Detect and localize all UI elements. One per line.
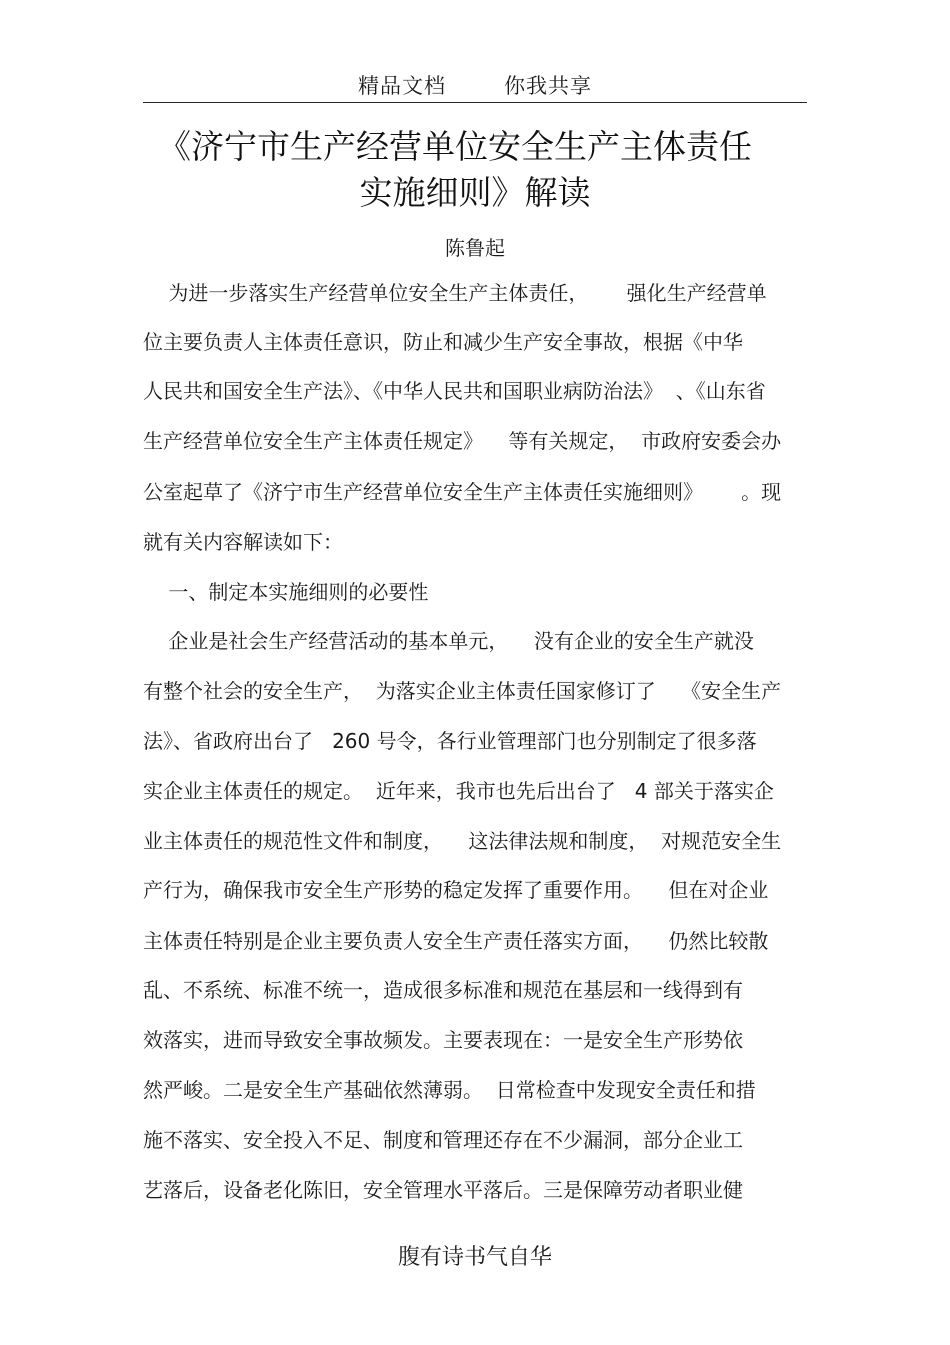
body-line: 为进一步落实生产经营单位安全生产主体责任， 强化生产经营单 bbox=[143, 281, 767, 305]
header-divider bbox=[143, 102, 807, 103]
body-line: 效落实，进而导致安全事故频发。主要表现在：一是安全生产形势依 bbox=[143, 1028, 743, 1052]
body-line: 公室起草了《济宁市生产经营单位安全生产主体责任实施细则》 。现 bbox=[143, 480, 782, 504]
page-header bbox=[0, 70, 950, 100]
header-left-text: 精品文档 bbox=[358, 74, 446, 98]
body-line: 企业是社会生产经营活动的基本单元， 没有企业的安全生产就没 bbox=[143, 629, 754, 653]
body-line: 业主体责任的规范性文件和制度， 这法律法规和制度， 对规范安全生 bbox=[143, 829, 782, 853]
body-line: 施不落实、安全投入不足、制度和管理还存在不少漏洞，部分企业工 bbox=[143, 1128, 743, 1152]
body-line: 位主要负责人主体责任意识，防止和减少生产安全事故，根据《中华 bbox=[143, 330, 743, 354]
body-line: 然严峻。二是安全生产基础依然薄弱。 日常检查中发现安全责任和措 bbox=[143, 1078, 756, 1102]
body-line: 人民共和国安全生产法》、《中华人民共和国职业病防治法》 、《山东省 bbox=[143, 379, 766, 403]
body-line: 主体责任特别是企业主要负责人安全生产责任落实方面， 仍然比较散 bbox=[143, 929, 769, 953]
body-line: 有整个社会的安全生产， 为落实企业主体责任国家修订了 《安全生产 bbox=[143, 679, 782, 703]
header-right-text: 你我共享 bbox=[504, 74, 592, 98]
body-line: 实企业主体责任的规定。 近年来，我市也先后出台了 4 部关于落实企 bbox=[143, 779, 774, 803]
body-line: 乱、不系统、标准不统一，造成很多标准和规范在基层和一线得到有 bbox=[143, 978, 743, 1002]
body-line: 就有关内容解读如下： bbox=[143, 530, 343, 554]
section-heading: 一、制定本实施细则的必要性 bbox=[143, 580, 429, 604]
document-title-line-2: 实施细则》解读 bbox=[359, 173, 591, 212]
author-name: 陈鲁起 bbox=[445, 236, 505, 260]
body-line: 法》、省政府出台了 260 号令，各行业管理部门也分别制定了很多落 bbox=[143, 729, 757, 753]
body-line: 产行为，确保我市安全生产形势的稳定发挥了重要作用。 但在对企业 bbox=[143, 878, 769, 902]
document-title-line-1: 《济宁市生产经营单位安全生产主体责任 bbox=[158, 127, 752, 166]
body-line: 生产经营单位安全生产主体责任规定》 等有关规定， 市政府安委会办 bbox=[143, 429, 782, 453]
page-footer: 腹有诗书气自华 bbox=[397, 1245, 552, 1270]
body-line: 艺落后，设备老化陈旧，安全管理水平落后。三是保障劳动者职业健 bbox=[143, 1178, 743, 1202]
